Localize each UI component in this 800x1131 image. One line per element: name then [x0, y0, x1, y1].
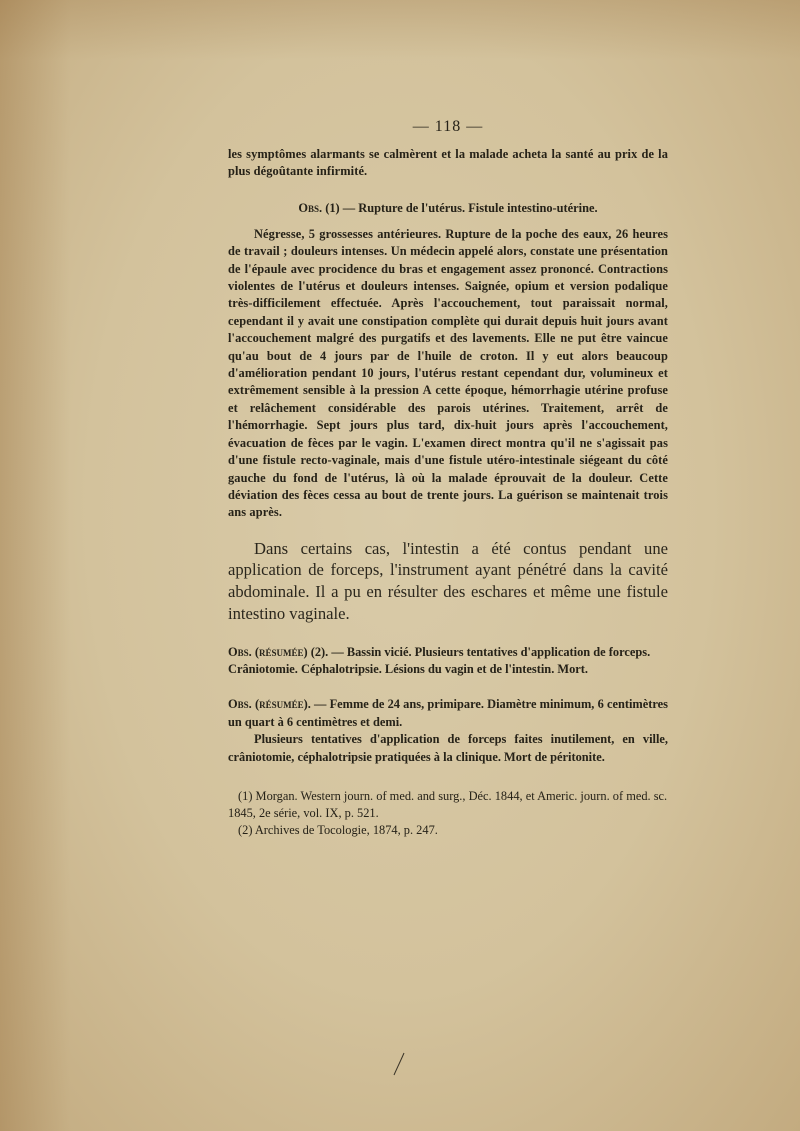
observation-3-text-1: Femme de 24 ans, primipare. Diamètre minimum, 6 centimètres un quart à 6 centimètres et demi.	[228, 697, 668, 729]
observation-2	[228, 644, 668, 678]
observation-1-label: Obs. (1) —	[298, 200, 356, 215]
observation-3	[228, 696, 668, 766]
observation-2-label: Obs. (résumée) (2). —	[228, 645, 344, 660]
main-paragraph: Dans certains cas, l'intestin a été contus pendant une application de forceps, l'instrument ayant pénétré dans la cavité abdominale. Il a pu en résulter des eschares et même une fistule intestino vaginale.	[228, 538, 668, 623]
footnotes	[228, 788, 668, 839]
page-number: — 118 —	[412, 118, 484, 135]
observation-3-label: Obs. (résumée). —	[228, 697, 327, 712]
intro-paragraph: les symptômes alarmants se calmèrent et la malade acheta la santé au prix de la plus dégoûtante infirmité.	[228, 147, 668, 179]
page-top-shading	[0, 0, 800, 60]
observation-1-body: Négresse, 5 grossesses antérieures. Rupture de la poche des eaux, 26 heures de travail ; douleurs intenses. Un médecin appelé alors, constate une présentation de l'épaule avec procidence du bras et engagement assez prononcé. Contractions violentes de l'utérus et douleurs intenses. Saignée, opium et version podalique très-difficilement effectuée. Après l'accouchement, tout paraissait normal, cependant il y avait une constipation complète qui durait depuis huit jours avant l'accouchement malgré des purgatifs et des lavements. Elle ne put être vaincue qu'au bout de 4 jours par de l'huile de croton. Il y eut alors beaucoup d'amélioration pendant 10 jours, l'utérus restant cependant dur, volumineux et extrêmement sensible à la pression A cette époque, hémorrhagie utérine profuse et relâchement considérable des parois utérines. Traitement, arrêt de l'hémorrhagie. Sept jours plus tard, dix-huit jours après l'accouchement, évacuation de fèces par le vagin. L'examen direct montra qu'il ne s'agissait pas d'une fistule recto-vaginale, mais d'une fistule utéro-intestinale siégeant du côté gauche du fond de l'utérus, là où la malade éprouvait de la douleur. Cette déviation des fèces cessa au bout de trente jours. La guérison se maintenait trois ans après.	[228, 226, 668, 520]
observation-3-line-1	[228, 696, 668, 731]
footnote-2: (2) Archives de Tocologie, 1874, p. 247.	[238, 823, 438, 838]
observation-2-text: Bassin vicié. Plusieurs tentatives d'application de forceps. Crâniotomie. Céphalotripsie. Lésions du vagin et de l'intestin. Mort.	[228, 645, 651, 677]
observation-1-title: Rupture de l'utérus. Fistule intestino-utérine.	[358, 200, 598, 215]
observation-1-heading	[228, 201, 668, 216]
pen-stroke-mark	[392, 1052, 406, 1076]
page-edge-shading	[0, 0, 70, 1131]
text-block	[228, 118, 668, 839]
footnote-1: (1) Morgan. Western journ. of med. and surg., Déc. 1844, et Americ. journ. of med. sc. 1845, 2e série, vol. IX, p. 521.	[228, 789, 668, 821]
observation-3-line-2: Plusieurs tentatives d'application de forceps faites inutilement, en ville, crâniotomie, céphalotripsie pratiquées à la clinique. Mort de péritonite.	[228, 732, 668, 764]
